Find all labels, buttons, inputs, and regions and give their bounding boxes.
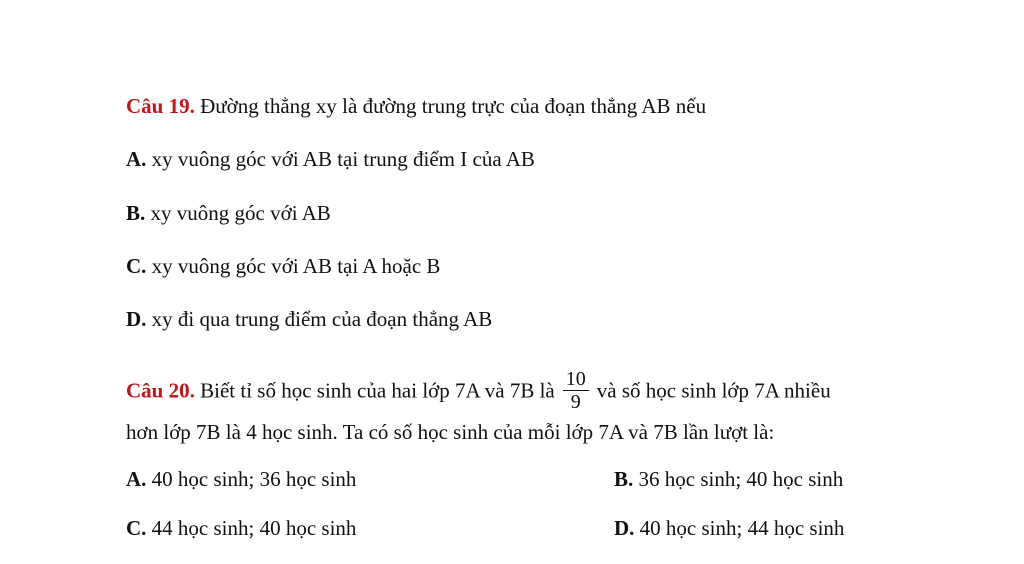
option-label: D. [614, 516, 635, 540]
question-19-option-d [126, 306, 492, 332]
option-label: A. [126, 147, 147, 171]
question-20-option-c [126, 515, 356, 541]
question-19-text: Đường thẳng xy là đường trung trực của đoạn thẳng AB nếu [194, 94, 707, 118]
option-text: xy đi qua trung điểm của đoạn thẳng AB [146, 307, 493, 331]
question-20-label: Câu 20. [126, 378, 195, 403]
fraction [563, 368, 589, 413]
fraction-denominator: 9 [570, 391, 581, 413]
option-text: 40 học sinh; 36 học sinh [146, 467, 357, 491]
question-19-option-b [126, 200, 331, 226]
question-19-option-a [126, 146, 535, 172]
option-text: 44 học sinh; 40 học sinh [146, 516, 357, 540]
option-text: xy vuông góc với AB [145, 201, 331, 225]
fraction-numerator: 10 [563, 368, 589, 391]
option-label: A. [126, 467, 147, 491]
question-20-option-a [126, 466, 356, 492]
question-19-stem [126, 93, 706, 119]
question-20-option-b [614, 466, 843, 492]
option-label: B. [126, 201, 146, 225]
question-20-line-2: hơn lớp 7B là 4 học sinh. Ta có số học sinh của mỗi lớp 7A và 7B lần lượt là: [126, 420, 775, 444]
question-20-text-after: và số học sinh lớp 7A nhiều [596, 378, 831, 403]
question-20-text-before: Biết tỉ số học sinh của hai lớp 7A và 7B là [194, 378, 555, 403]
option-label: D. [126, 307, 147, 331]
option-text: xy vuông góc với AB tại A hoặc B [146, 254, 441, 278]
question-19-option-c [126, 253, 440, 279]
option-label: B. [614, 467, 634, 491]
option-label: C. [126, 516, 147, 540]
question-20-stem [126, 370, 831, 415]
question-19-label: Câu 19. [126, 94, 195, 118]
question-20-option-d [614, 515, 844, 541]
option-text: 40 học sinh; 44 học sinh [634, 516, 845, 540]
option-text: 36 học sinh; 40 học sinh [633, 467, 844, 491]
option-label: C. [126, 254, 147, 278]
option-text: xy vuông góc với AB tại trung điểm I của AB [146, 147, 535, 171]
